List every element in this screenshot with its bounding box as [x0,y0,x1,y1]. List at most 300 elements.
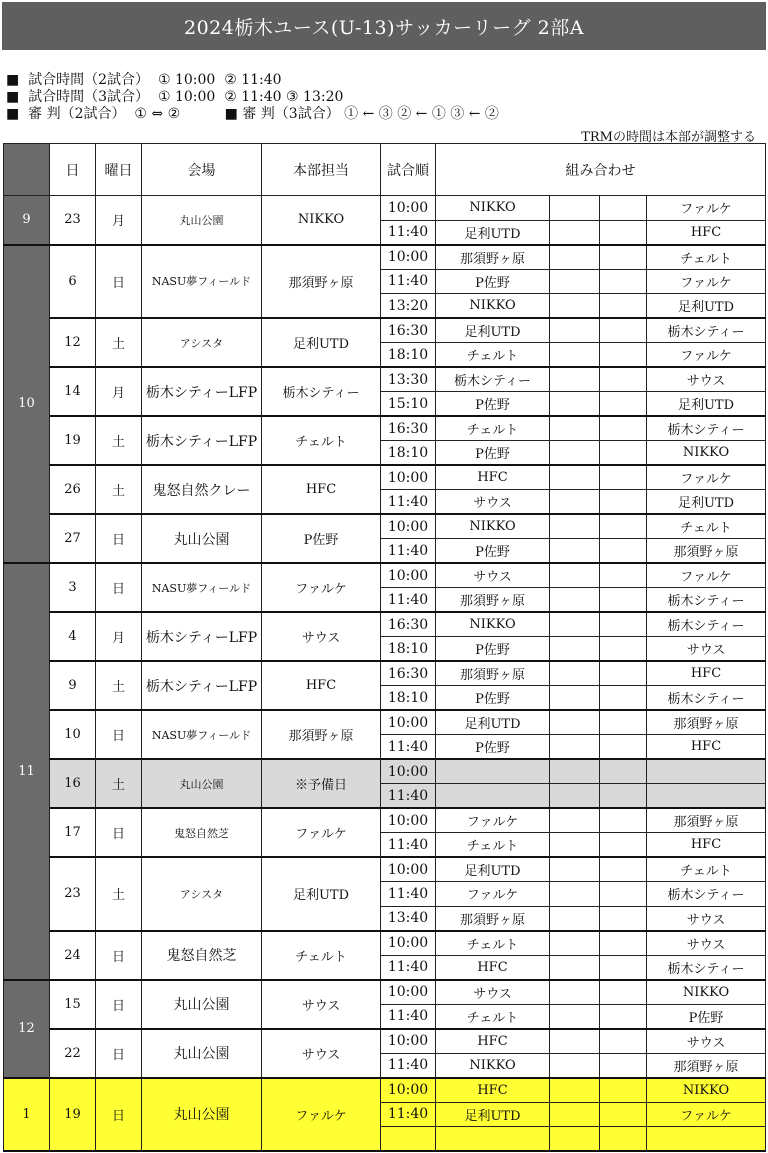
home-team-cell: HFC [436,1078,550,1103]
weekday-cell: 土 [96,465,142,514]
score-cell [550,931,600,956]
time-cell [381,1127,436,1152]
trm-note: TRMの時間は本部が調整する [581,130,756,145]
score-cell [550,710,600,735]
venue-cell: アシスタ [142,857,262,931]
table-row [4,196,766,221]
day-cell: 19 [50,1078,96,1152]
home-team-cell: P佐野 [436,637,550,662]
note-label: 審 判（2試合） [28,106,126,122]
time-cell: 10:00 [381,514,436,539]
away-team-cell: 栃木シティー [647,882,766,907]
home-team-cell: P佐野 [436,539,550,564]
score-cell [550,906,600,931]
day-cell: 24 [50,931,96,980]
away-team-cell: 那須野ヶ原 [647,1053,766,1078]
score-cell [600,245,647,270]
score-cell [600,196,647,221]
away-team-cell: 栃木シティー [647,416,766,441]
weekday-cell: 日 [96,710,142,759]
note-value: ① 10:00 [157,72,216,88]
home-team-cell: チェルト [436,931,550,956]
score-cell [600,392,647,417]
home-team-cell: 足利UTD [436,857,550,882]
score-cell [600,686,647,711]
away-team-cell: HFC [647,833,766,858]
weekday-cell: 日 [96,1078,142,1152]
note-bullet: ■ [6,106,20,122]
score-cell [550,955,600,980]
venue-cell: 丸山公園 [142,1029,262,1078]
day-cell: 23 [50,196,96,245]
weekday-cell: 月 [96,196,142,245]
score-cell [550,1127,600,1152]
hq-cell: 足利UTD [262,857,381,931]
day-cell: 22 [50,1029,96,1078]
time-cell: 11:40 [381,955,436,980]
venue-cell: 丸山公園 [142,514,262,563]
note-value: ① ⇔ ② [134,106,181,122]
time-cell: 10:00 [381,857,436,882]
home-team-cell: 栃木シティー [436,367,550,392]
away-team-cell: ファルケ [647,343,766,368]
note-bullet: ■ [6,89,20,105]
home-team-cell: NIKKO [436,1053,550,1078]
away-team-cell: サウス [647,637,766,662]
time-cell: 10:00 [381,1029,436,1054]
table-row [4,465,766,490]
score-cell [600,220,647,245]
notes-block [6,72,764,123]
score-cell [600,882,647,907]
home-team-cell: ファルケ [436,808,550,833]
away-team-cell: ファルケ [647,196,766,221]
away-team-cell: サウス [647,367,766,392]
home-team-cell: ファルケ [436,882,550,907]
score-cell [550,269,600,294]
hq-cell: 足利UTD [262,318,381,367]
day-cell: 16 [50,759,96,808]
score-cell [550,637,600,662]
score-cell [600,661,647,686]
home-team-cell: NIKKO [436,196,550,221]
time-cell: 10:00 [381,196,436,221]
weekday-cell: 月 [96,612,142,661]
home-team-cell: 足利UTD [436,710,550,735]
score-cell [600,490,647,515]
venue-cell: 栃木シティーLFP [142,661,262,710]
score-cell [550,220,600,245]
note-line-3 [6,106,764,123]
score-cell [550,465,600,490]
home-team-cell: 那須野ヶ原 [436,245,550,270]
venue-cell: 鬼怒自然芝 [142,808,262,857]
weekday-cell: 日 [96,245,142,319]
score-cell [600,588,647,613]
time-cell: 11:40 [381,1004,436,1029]
score-cell [550,514,600,539]
hq-cell: サウス [262,612,381,661]
table-row [4,318,766,343]
schedule-table [3,143,766,1152]
score-cell [550,490,600,515]
table-row [4,245,766,270]
home-team-cell: 那須野ヶ原 [436,661,550,686]
header-row [4,144,766,196]
time-cell: 10:00 [381,931,436,956]
note-label: 試合時間（3試合） [28,89,150,105]
day-cell: 15 [50,980,96,1029]
weekday-cell: 土 [96,416,142,465]
away-team-cell: サウス [647,906,766,931]
header-hq: 本部担当 [262,144,381,196]
day-cell: 17 [50,808,96,857]
score-cell [550,196,600,221]
weekday-cell: 日 [96,808,142,857]
venue-cell: 丸山公園 [142,759,262,808]
weekday-cell: 日 [96,931,142,980]
time-cell: 10:00 [381,710,436,735]
home-team-cell: NIKKO [436,612,550,637]
away-team-cell: ファルケ [647,1102,766,1127]
score-cell [550,784,600,809]
note-label: 試合時間（2試合） [28,72,150,88]
hq-cell: ファルケ [262,563,381,612]
away-team-cell [647,784,766,809]
score-cell [550,588,600,613]
away-team-cell: チェルト [647,245,766,270]
time-cell: 10:00 [381,563,436,588]
away-team-cell: HFC [647,220,766,245]
away-team-cell: 栃木シティー [647,318,766,343]
home-team-cell [436,759,550,784]
score-cell [600,1053,647,1078]
note-value: ■ 審 判（3試合） ① ← ③ ② ← ① ③ ← ② [224,106,499,122]
score-cell [550,1029,600,1054]
home-team-cell: P佐野 [436,735,550,760]
score-cell [600,710,647,735]
score-cell [600,343,647,368]
hq-cell: サウス [262,1029,381,1078]
away-team-cell: 足利UTD [647,294,766,319]
score-cell [600,735,647,760]
time-cell: 11:40 [381,588,436,613]
day-cell: 6 [50,245,96,319]
score-cell [600,441,647,466]
venue-cell: 丸山公園 [142,196,262,245]
away-team-cell: 那須野ヶ原 [647,808,766,833]
venue-cell: 丸山公園 [142,980,262,1029]
score-cell [600,1127,647,1152]
weekday-cell: 土 [96,318,142,367]
score-cell [550,661,600,686]
score-cell [600,808,647,833]
time-cell: 18:10 [381,686,436,711]
hq-cell: サウス [262,980,381,1029]
note-bullet: ■ [6,72,20,88]
score-cell [550,686,600,711]
day-cell: 26 [50,465,96,514]
score-cell [550,857,600,882]
table-row [4,612,766,637]
home-team-cell: HFC [436,1029,550,1054]
away-team-cell: 栃木シティー [647,612,766,637]
header-matchup: 組み合わせ [436,144,766,196]
away-team-cell: サウス [647,1029,766,1054]
header-weekday: 曜日 [96,144,142,196]
score-cell [600,612,647,637]
score-cell [600,759,647,784]
table-row [4,416,766,441]
score-cell [600,416,647,441]
weekday-cell: 日 [96,563,142,612]
score-cell [550,343,600,368]
home-team-cell: チェルト [436,343,550,368]
score-cell [550,539,600,564]
away-team-cell: NIKKO [647,980,766,1005]
home-team-cell: P佐野 [436,441,550,466]
score-cell [550,1102,600,1127]
note-value: ② 11:40 [224,72,282,88]
score-cell [600,955,647,980]
time-cell: 11:40 [381,269,436,294]
time-cell: 11:40 [381,220,436,245]
time-cell: 18:10 [381,343,436,368]
score-cell [550,882,600,907]
home-team-cell: チェルト [436,833,550,858]
venue-cell: 栃木シティーLFP [142,367,262,416]
score-cell [600,294,647,319]
home-team-cell: 足利UTD [436,1102,550,1127]
time-cell: 11:40 [381,539,436,564]
weekday-cell: 土 [96,857,142,931]
score-cell [600,1102,647,1127]
score-cell [550,612,600,637]
table-row [4,710,766,735]
table-row [4,514,766,539]
home-team-cell: P佐野 [436,686,550,711]
time-cell: 13:40 [381,906,436,931]
month-cell: 10 [4,245,50,564]
day-cell: 10 [50,710,96,759]
score-cell [600,465,647,490]
table-row [4,759,766,784]
home-team-cell: サウス [436,563,550,588]
time-cell: 13:20 [381,294,436,319]
time-cell: 10:00 [381,245,436,270]
day-cell: 14 [50,367,96,416]
header-venue: 会場 [142,144,262,196]
score-cell [550,441,600,466]
away-team-cell: サウス [647,931,766,956]
home-team-cell: HFC [436,955,550,980]
away-team-cell [647,759,766,784]
day-cell: 27 [50,514,96,563]
home-team-cell: NIKKO [436,294,550,319]
score-cell [550,833,600,858]
time-cell: 11:40 [381,490,436,515]
score-cell [600,906,647,931]
score-cell [550,294,600,319]
score-cell [550,245,600,270]
hq-cell: HFC [262,661,381,710]
away-team-cell: ファルケ [647,269,766,294]
hq-cell: NIKKO [262,196,381,245]
away-team-cell: ファルケ [647,465,766,490]
home-team-cell [436,1127,550,1152]
weekday-cell: 日 [96,514,142,563]
table-row [4,1029,766,1054]
venue-cell: 鬼怒自然芝 [142,931,262,980]
score-cell [550,1004,600,1029]
day-cell: 12 [50,318,96,367]
time-cell: 16:30 [381,318,436,343]
score-cell [600,857,647,882]
score-cell [550,367,600,392]
table-row [4,808,766,833]
venue-cell: 栃木シティーLFP [142,416,262,465]
away-team-cell: ファルケ [647,563,766,588]
hq-cell: 那須野ヶ原 [262,710,381,759]
home-team-cell: 那須野ヶ原 [436,588,550,613]
weekday-cell: 土 [96,759,142,808]
score-cell [550,392,600,417]
hq-cell: ファルケ [262,808,381,857]
home-team-cell: 那須野ヶ原 [436,906,550,931]
home-team-cell: P佐野 [436,269,550,294]
venue-cell: アシスタ [142,318,262,367]
score-cell [600,1029,647,1054]
time-cell: 10:00 [381,1078,436,1103]
away-team-cell: 栃木シティー [647,588,766,613]
home-team-cell: P佐野 [436,392,550,417]
time-cell: 11:40 [381,1053,436,1078]
day-cell: 19 [50,416,96,465]
home-team-cell: サウス [436,980,550,1005]
month-cell: 1 [4,1078,50,1152]
score-cell [600,563,647,588]
time-cell: 11:40 [381,833,436,858]
time-cell: 11:40 [381,1102,436,1127]
month-cell: 12 [4,980,50,1078]
time-cell: 10:00 [381,980,436,1005]
time-cell: 11:40 [381,882,436,907]
score-cell [600,980,647,1005]
hq-cell: ※予備日 [262,759,381,808]
away-team-cell [647,1127,766,1152]
hq-cell: P佐野 [262,514,381,563]
home-team-cell: 足利UTD [436,318,550,343]
time-cell: 13:30 [381,367,436,392]
score-cell [600,1004,647,1029]
day-cell: 23 [50,857,96,931]
time-cell: 18:10 [381,441,436,466]
table-row [4,661,766,686]
time-cell: 16:30 [381,612,436,637]
score-cell [600,269,647,294]
away-team-cell: 那須野ヶ原 [647,710,766,735]
day-cell: 4 [50,612,96,661]
score-cell [600,784,647,809]
time-cell: 16:30 [381,661,436,686]
time-cell: 11:40 [381,784,436,809]
hq-cell: ファルケ [262,1078,381,1152]
hq-cell: 栃木シティー [262,367,381,416]
header-order: 試合順 [381,144,436,196]
month-cell: 11 [4,563,50,980]
header-month [4,144,50,196]
table-row [4,980,766,1005]
away-team-cell: 那須野ヶ原 [647,539,766,564]
time-cell: 10:00 [381,465,436,490]
away-team-cell: チェルト [647,857,766,882]
away-team-cell: チェルト [647,514,766,539]
day-cell: 3 [50,563,96,612]
score-cell [550,318,600,343]
home-team-cell: チェルト [436,416,550,441]
away-team-cell: HFC [647,661,766,686]
score-cell [550,1053,600,1078]
score-cell [600,514,647,539]
score-cell [550,808,600,833]
home-team-cell: 足利UTD [436,220,550,245]
away-team-cell: P佐野 [647,1004,766,1029]
score-cell [600,637,647,662]
table-row [4,1078,766,1103]
home-team-cell: チェルト [436,1004,550,1029]
table-row [4,857,766,882]
time-cell: 18:10 [381,637,436,662]
away-team-cell: 足利UTD [647,392,766,417]
time-cell: 10:00 [381,808,436,833]
home-team-cell: サウス [436,490,550,515]
score-cell [600,318,647,343]
score-cell [550,759,600,784]
weekday-cell: 日 [96,980,142,1029]
time-cell: 11:40 [381,735,436,760]
note-value: ① 10:00 [157,89,216,105]
page-title: 2024栃木ユース(U-13)サッカーリーグ 2部A [2,2,766,50]
venue-cell: NASU夢フィールド [142,563,262,612]
score-cell [600,1078,647,1103]
away-team-cell: HFC [647,735,766,760]
time-cell: 16:30 [381,416,436,441]
score-cell [550,735,600,760]
day-cell: 9 [50,661,96,710]
score-cell [550,980,600,1005]
away-team-cell: NIKKO [647,1078,766,1103]
table-row [4,563,766,588]
time-cell: 10:00 [381,759,436,784]
month-cell: 9 [4,196,50,245]
weekday-cell: 土 [96,661,142,710]
table-row [4,931,766,956]
home-team-cell: NIKKO [436,514,550,539]
header-day: 日 [50,144,96,196]
note-line-2 [6,89,764,106]
table-row [4,367,766,392]
venue-cell: NASU夢フィールド [142,245,262,319]
score-cell [600,367,647,392]
away-team-cell: 足利UTD [647,490,766,515]
home-team-cell: HFC [436,465,550,490]
away-team-cell: 栃木シティー [647,955,766,980]
hq-cell: 那須野ヶ原 [262,245,381,319]
weekday-cell: 月 [96,367,142,416]
home-team-cell [436,784,550,809]
hq-cell: チェルト [262,931,381,980]
schedule-body [4,196,766,1152]
